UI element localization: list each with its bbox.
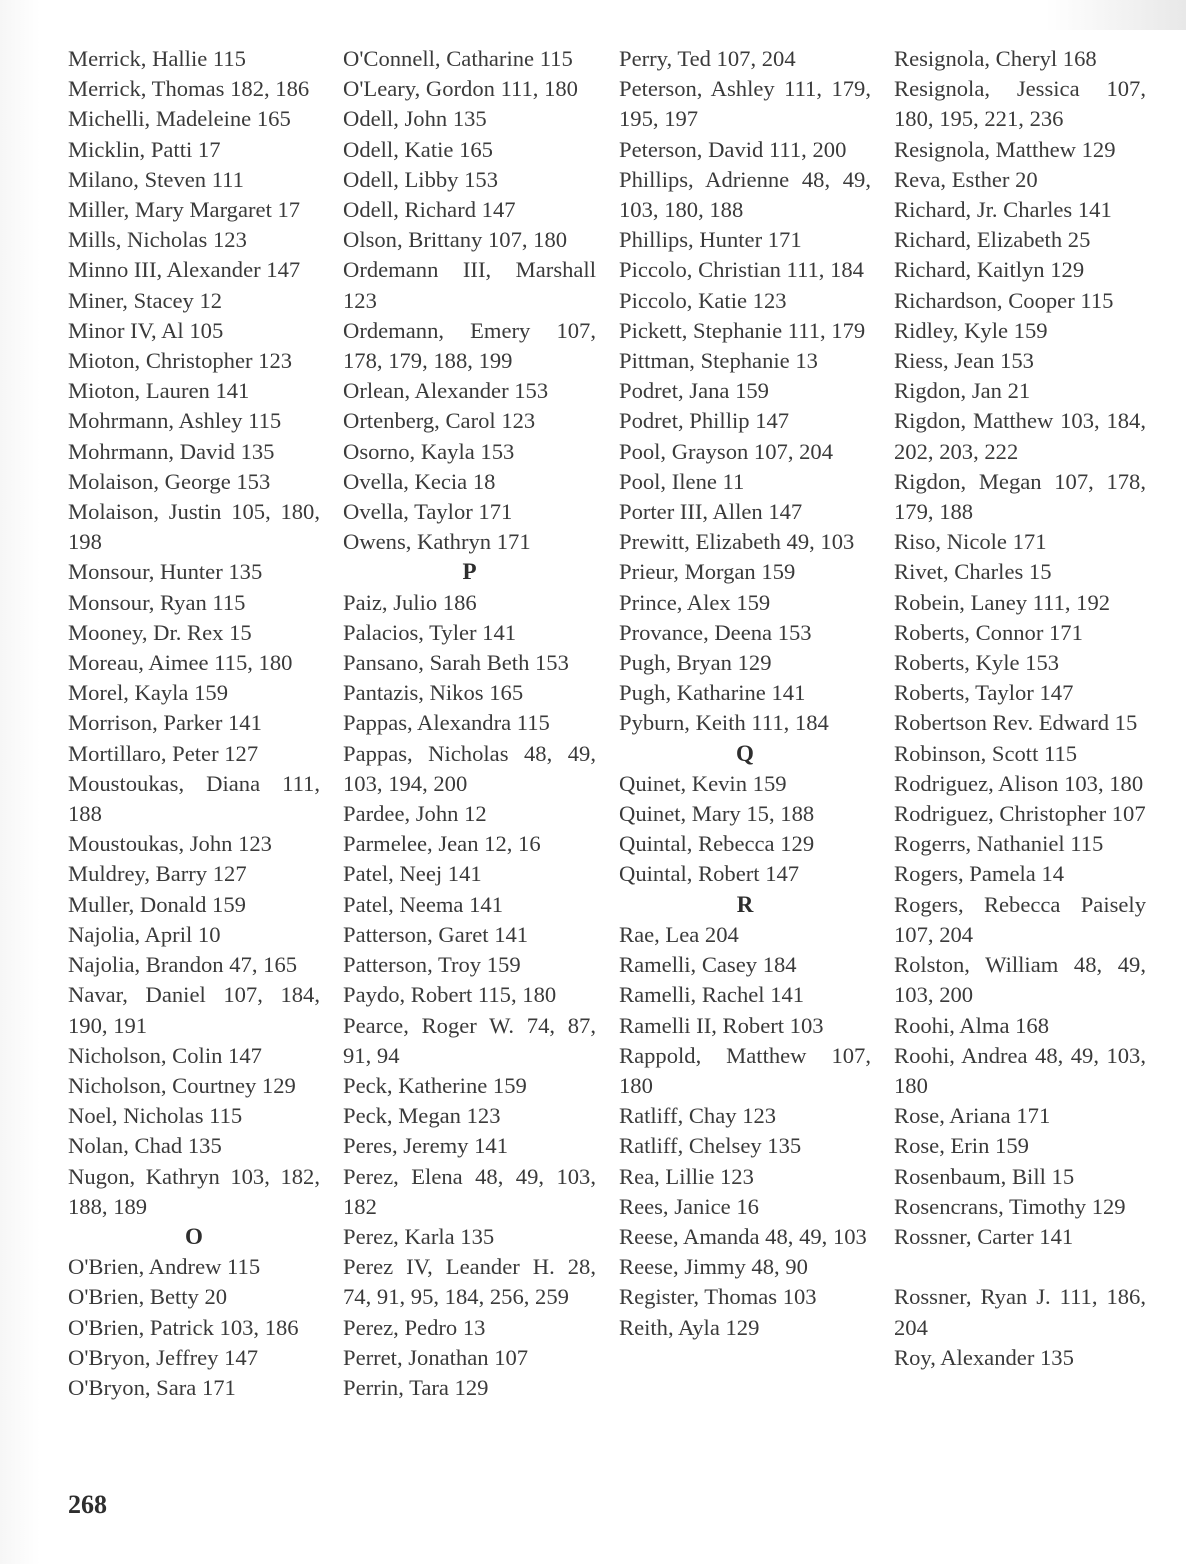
index-entry: O'Brien, Betty 20 (68, 1284, 228, 1310)
index-entry: Monsour, Hunter 135 (68, 559, 263, 585)
index-entry: Pugh, Katharine 141 (619, 680, 806, 706)
index-entry: Robinson, Scott 115 (894, 740, 1078, 766)
index-entry: Moustoukas, Diana 111, 188 (68, 770, 320, 827)
index-entry: Ridley, Kyle 159 (894, 317, 1048, 343)
index-entry: Podret, Jana 159 (619, 378, 769, 404)
index-entry: Quintal, Robert 147 (619, 861, 800, 887)
index-entry: Miner, Stacey 12 (68, 287, 223, 313)
index-entry: Richardson, Cooper 115 (894, 287, 1114, 313)
index-entry: Patel, Neej 141 (343, 861, 482, 887)
index-entry: Palacios, Tyler 141 (343, 619, 517, 645)
index-entry: Ovella, Kecia 18 (343, 468, 496, 494)
index-entry: Miller, Mary Margaret 17 (68, 197, 301, 223)
index-entry: Prieur, Morgan 159 (619, 559, 796, 585)
index-entry: Paiz, Julio 186 (343, 589, 477, 615)
index-entry: Prince, Alex 159 (619, 589, 771, 615)
index-entry: Rea, Lillie 123 (619, 1163, 754, 1189)
index-entry: Moreau, Aimee 115, 180 (68, 650, 293, 676)
index-entry: Perez, Pedro 13 (343, 1314, 486, 1340)
index-entry: Nicholson, Courtney 129 (68, 1072, 296, 1098)
index-entry: Owens, Kathryn 171 (343, 529, 531, 555)
index-entry: Pearce, Roger W. 74, 87, 91, 94 (343, 1012, 596, 1068)
index-entry: O'Bryon, Sara 171 (68, 1374, 236, 1400)
section-letter: P (462, 559, 477, 585)
index-entry: Nolan, Chad 135 (68, 1133, 222, 1159)
index-entry: Rossner, Carter 141 (894, 1223, 1074, 1249)
index-entry: Morel, Kayla 159 (68, 680, 228, 706)
index-entry: Rivet, Charles 15 (894, 559, 1052, 585)
index-entry: Pantazis, Nikos 165 (343, 680, 524, 706)
index-entry: O'Brien, Patrick 103, 186 (68, 1314, 299, 1340)
index-entry: Ovella, Taylor 171 (343, 499, 513, 525)
index-entry: Rolston, William 48, 49, 103, 200 (894, 952, 1146, 1008)
index-entry: Pansano, Sarah Beth 153 (343, 650, 569, 676)
index-entry: Milano, Steven 111 (68, 166, 244, 192)
index-entry: Odell, Richard 147 (343, 197, 516, 223)
index-entry: Muller, Donald 159 (68, 891, 246, 917)
index-entry: O'Bryon, Jeffrey 147 (68, 1344, 259, 1370)
index-column-4 (894, 44, 1146, 1373)
index-entry: Quinet, Mary 15, 188 (619, 801, 815, 827)
index-entry: Odell, John 135 (343, 106, 487, 132)
index-entry: Odell, Libby 153 (343, 166, 499, 192)
index-entry: Mohrmann, Ashley 115 (68, 408, 282, 434)
index-entry: Micklin, Patti 17 (68, 136, 221, 162)
index-entry: Perret, Jonathan 107 (343, 1344, 529, 1370)
index-entry: Roohi, Alma 168 (894, 1012, 1050, 1038)
index-entry: Robertson Rev. Edward 15 (894, 710, 1138, 736)
index-entry: Pyburn, Keith 111, 184 (619, 710, 829, 736)
index-entry: Pappas, Nicholas 48, 49, 103, 194, 200 (343, 740, 596, 796)
index-entry: Nugon, Kathryn 103, 182, 188, 189 (68, 1163, 320, 1219)
index-entry: Reith, Ayla 129 (619, 1314, 760, 1340)
index-entry: Perrin, Tara 129 (343, 1374, 489, 1400)
index-entry: Reese, Amanda 48, 49, 103 (619, 1223, 867, 1249)
index-entry: Peterson, David 111, 200 (619, 136, 847, 162)
index-entry: Rose, Erin 159 (894, 1133, 1029, 1159)
index-entry: Riess, Jean 153 (894, 348, 1034, 374)
index-entry: Reese, Jimmy 48, 90 (619, 1254, 808, 1280)
index-entry: Ramelli, Casey 184 (619, 952, 797, 978)
index-entry: Morrison, Parker 141 (68, 710, 262, 736)
index-entry: O'Brien, Andrew 115 (68, 1254, 261, 1280)
index-entry: Pool, Grayson 107, 204 (619, 438, 834, 464)
index-entry: Roohi, Andrea 48, 49, 103, 180 (894, 1042, 1146, 1098)
index-entry: Monsour, Ryan 115 (68, 589, 246, 615)
index-entry: Reva, Esther 20 (894, 166, 1038, 192)
index-entry: Nicholson, Colin 147 (68, 1042, 262, 1068)
index-entry: Ramelli II, Robert 103 (619, 1012, 824, 1038)
index-entry: Ordemann, Emery 107, 178, 179, 188, 199 (343, 317, 596, 374)
index-entry: Prewitt, Elizabeth 49, 103 (619, 529, 855, 555)
index-entry: Pappas, Alexandra 115 (343, 710, 550, 736)
index-entry: Pardee, John 12 (343, 801, 487, 827)
index-entry: Rigdon, Megan 107, 178, 179, 188 (894, 468, 1146, 525)
index-entry: Mohrmann, David 135 (68, 438, 275, 464)
index-entry: Ortenberg, Carol 123 (343, 408, 536, 434)
index-entry: Molaison, Justin 105, 180, 198 (68, 499, 320, 555)
index-entry: Peterson, Ashley 111, 179, 195, 197 (619, 76, 871, 132)
index-entry: Roberts, Taylor 147 (894, 680, 1074, 706)
index-entry: Rose, Ariana 171 (894, 1103, 1051, 1129)
index-entry: Najolia, Brandon 47, 165 (68, 952, 298, 978)
index-entry: Rossner, Ryan J. 111, 186, 204 (894, 1284, 1146, 1340)
index-entry: Piccolo, Christian 111, 184 (619, 257, 864, 283)
index-entry: Patel, Neema 141 (343, 891, 503, 917)
index-entry: Peck, Katherine 159 (343, 1072, 527, 1098)
index-entry: Mioton, Christopher 123 (68, 348, 293, 374)
index-entry: Patterson, Garet 141 (343, 921, 529, 947)
page-edge-shadow (0, 0, 40, 1564)
index-entry: Richard, Elizabeth 25 (894, 227, 1091, 253)
index-entry: Phillips, Adrienne 48, 49, 103, 180, 188 (619, 166, 871, 223)
index-entry: Roy, Alexander 135 (894, 1344, 1074, 1370)
index-entry: Quintal, Rebecca 129 (619, 831, 815, 857)
index-entry: Michelli, Madeleine 165 (68, 106, 291, 132)
index-entry: Rogers, Pamela 14 (894, 861, 1065, 887)
index-entry: Rodriguez, Christopher 107 (894, 801, 1146, 827)
index-column-3 (619, 44, 871, 1343)
section-letter: Q (736, 740, 754, 766)
index-entry: Rogers, Rebecca Paisely 107, 204 (894, 891, 1146, 947)
index-entry: Merrick, Thomas 182, 186 (68, 76, 310, 102)
index-entry: Rogerrs, Nathaniel 115 (894, 831, 1104, 857)
index-entry: Rosencrans, Timothy 129 (894, 1193, 1126, 1219)
index-entry: Perez IV, Leander H. 28, 74, 91, 95, 184, 256, 259 (343, 1254, 596, 1310)
index-entry: Ratliff, Chelsey 135 (619, 1133, 802, 1159)
index-entry: Pittman, Stephanie 13 (619, 348, 818, 374)
index-entry: Rosenbaum, Bill 15 (894, 1163, 1075, 1189)
index-entry: Rigdon, Matthew 103, 184, 202, 203, 222 (894, 408, 1146, 464)
index-entry: Mortillaro, Peter 127 (68, 740, 259, 766)
index-entry: Resignola, Matthew 129 (894, 136, 1116, 162)
index-entry: Provance, Deena 153 (619, 619, 812, 645)
index-entry: Rae, Lea 204 (619, 921, 739, 947)
index-entry: Noel, Nicholas 115 (68, 1103, 243, 1129)
page-corner-shadow (1046, 0, 1186, 30)
index-entry: Mills, Nicholas 123 (68, 227, 247, 253)
index-entry: Rees, Janice 16 (619, 1193, 759, 1219)
index-entry: Robein, Laney 111, 192 (894, 589, 1111, 615)
index-entry: Rodriguez, Alison 103, 180 (894, 770, 1144, 796)
index-entry: Podret, Phillip 147 (619, 408, 790, 434)
index-entry: Moustoukas, John 123 (68, 831, 272, 857)
index-entry: Paydo, Robert 115, 180 (343, 982, 557, 1008)
index-column-1 (68, 44, 320, 1403)
index-entry: Pool, Ilene 11 (619, 468, 745, 494)
index-entry: Patterson, Troy 159 (343, 952, 521, 978)
index-entry: Pugh, Bryan 129 (619, 650, 772, 676)
index-entry: Molaison, George 153 (68, 468, 271, 494)
index-entry: Muldrey, Barry 127 (68, 861, 247, 887)
index-entry: Osorno, Kayla 153 (343, 438, 515, 464)
index-entry: Minno III, Alexander 147 (68, 257, 301, 283)
index-entry: Register, Thomas 103 (619, 1284, 817, 1310)
spacer (894, 1252, 1146, 1282)
section-letter: O (185, 1223, 203, 1249)
index-entry: Peck, Megan 123 (343, 1103, 501, 1129)
index-entry: Perry, Ted 107, 204 (619, 46, 796, 71)
index-entry: Ratliff, Chay 123 (619, 1103, 777, 1129)
index-entry: Peres, Jeremy 141 (343, 1133, 509, 1159)
index-entry: Richard, Jr. Charles 141 (894, 197, 1112, 223)
index-entry: Parmelee, Jean 12, 16 (343, 831, 541, 857)
index-entry: Resignola, Jessica 107, 180, 195, 221, 236 (894, 76, 1146, 132)
index-entry: Piccolo, Katie 123 (619, 287, 787, 313)
index-entry: Olson, Brittany 107, 180 (343, 227, 568, 253)
index-entry: Orlean, Alexander 153 (343, 378, 549, 404)
index-entry: Roberts, Connor 171 (894, 619, 1083, 645)
index-entry: Perez, Karla 135 (343, 1223, 495, 1249)
index-entry: Richard, Kaitlyn 129 (894, 257, 1085, 283)
index-entry: Najolia, April 10 (68, 921, 221, 947)
index-entry: Resignola, Cheryl 168 (894, 46, 1097, 71)
index-entry: Ramelli, Rachel 141 (619, 982, 805, 1008)
index-entry: Minor IV, Al 105 (68, 317, 224, 343)
section-letter: R (736, 891, 754, 917)
index-entry: O'Leary, Gordon 111, 180 (343, 76, 578, 102)
index-entry: Phillips, Hunter 171 (619, 227, 802, 253)
index-entry: Navar, Daniel 107, 184, 190, 191 (68, 982, 320, 1038)
index-entry: Merrick, Hallie 115 (68, 46, 246, 71)
index-entry: Mioton, Lauren 141 (68, 378, 250, 404)
index-entry: Ordemann III, Marshall 123 (343, 257, 596, 313)
index-entry: Pickett, Stephanie 111, 179 (619, 317, 866, 343)
index-column-2 (343, 44, 596, 1403)
index-entry: Perez, Elena 48, 49, 103, 182 (343, 1163, 596, 1219)
index-entry: Roberts, Kyle 153 (894, 650, 1060, 676)
index-entry: Rigdon, Jan 21 (894, 378, 1031, 404)
index-entry: Rappold, Matthew 107, 180 (619, 1042, 871, 1098)
index-entry: Riso, Nicole 171 (894, 529, 1047, 555)
index-entry: Mooney, Dr. Rex 15 (68, 619, 252, 645)
index-entry: Porter III, Allen 147 (619, 499, 803, 525)
index-entry: Odell, Katie 165 (343, 136, 493, 162)
index-entry: Quinet, Kevin 159 (619, 770, 787, 796)
index-entry: O'Connell, Catharine 115 (343, 46, 573, 71)
page-number: 268 (68, 1490, 107, 1519)
